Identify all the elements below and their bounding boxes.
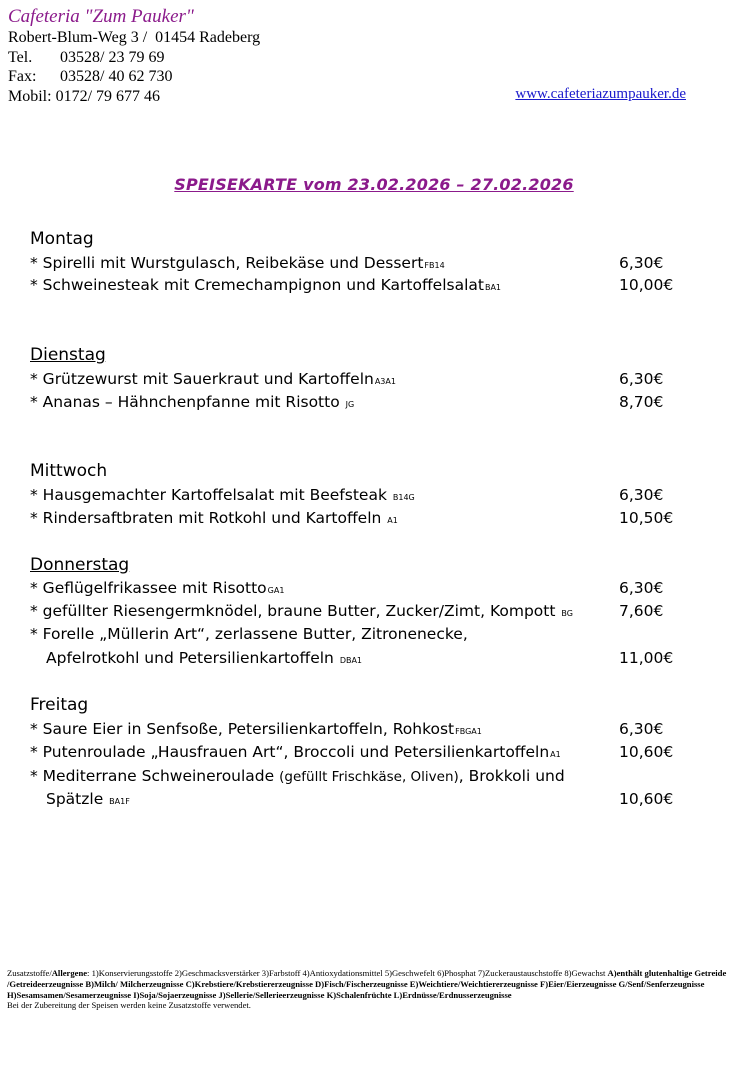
dish-price: 7,60€ xyxy=(619,602,664,620)
dish-text: * Geflügelfrikassee mit Risotto xyxy=(30,579,267,597)
allergen-legend xyxy=(7,968,743,1011)
dish-text: * Saure Eier in Senfsoße, Petersilienkartoffeln, Rohkost xyxy=(30,720,455,738)
dish-text-after: , Brokkoli und xyxy=(458,767,565,785)
allergen-codes: A1 xyxy=(550,750,561,759)
additives-note: Bei der Zubereitung der Speisen werden keine Zusatzstoffe verwendet. xyxy=(7,1000,251,1011)
fax-number: 03528/ 40 62 730 xyxy=(60,68,173,85)
dish-row xyxy=(30,625,468,643)
day-wednesday: Mittwoch xyxy=(30,461,108,481)
day-monday: Montag xyxy=(30,229,94,249)
tel-number: 03528/ 23 79 69 xyxy=(60,48,165,66)
dish-text: * Forelle „Müllerin Art“, zerlassene Butter, Zitronenecke, xyxy=(30,625,468,643)
dish-text: * Mediterrane Schweineroulade xyxy=(30,767,275,785)
mobile-line: Mobil: 0172/ 79 677 46 xyxy=(8,87,161,105)
dish-row xyxy=(30,767,565,785)
dish-price: 6,30€ xyxy=(619,720,664,738)
legend-lead: Zusatzstoffe/ xyxy=(7,968,52,978)
allergen-codes: GA1 xyxy=(267,586,285,595)
dish-text: * Ananas – Hähnchenpfanne mit Risotto xyxy=(30,393,340,411)
dish-row xyxy=(30,720,482,738)
allergen-legend-text xyxy=(7,968,743,1000)
day-friday: Freitag xyxy=(30,695,89,715)
dish-row xyxy=(30,486,415,504)
address: Robert-Blum-Weg 3 / 01454 Radeberg xyxy=(8,29,261,46)
dish-text: * Rindersaftbraten mit Rotkohl und Kartoffeln xyxy=(30,509,382,527)
dish-row-continued xyxy=(46,649,362,667)
dish-text: * gefüllter Riesengermknödel, braune Butter, Zucker/Zimt, Kompott xyxy=(30,602,556,620)
dish-row xyxy=(30,254,445,272)
dish-text: Apfelrotkohl und Petersilienkartoffeln xyxy=(46,649,334,667)
dish-row xyxy=(30,602,573,620)
allergene-label: Allergene xyxy=(51,968,88,978)
fax-label: Fax: xyxy=(8,68,37,85)
dish-price: 10,60€ xyxy=(619,790,674,808)
dish-price: 10,50€ xyxy=(619,509,674,527)
dish-text: Spätzle xyxy=(46,790,104,808)
allergen-codes: B14G xyxy=(392,493,415,502)
phone-line xyxy=(8,48,738,68)
dish-row xyxy=(30,276,501,294)
dish-row xyxy=(30,743,561,761)
allergen-codes: FB14 xyxy=(424,261,445,270)
dish-price: 6,30€ xyxy=(619,254,664,272)
dish-price: 10,60€ xyxy=(619,743,674,761)
dish-row xyxy=(30,509,398,527)
allergens-list: A)enthält glutenhaltige Getreide /Getreideerzeugnisse B)Milch/ Milcherzeugnisse C)Krebstiere/Krebstiererzeugnisse D)Fisch/Fischerzeugnisse E)Weichtiere/Weichtiererzeugnisse F)Eier/Eierzeugnisse G/Senf/Senferzeugnisse H)Sesamsamen/Sesamerzeugnisse I)Soja/Sojaerzeugnisse J)Sellerie/Sellerieerzeugnisse K)Schalenfrüchte L)Erdnüsse/Erdnusserzeugnisse xyxy=(7,968,727,1000)
allergen-codes: A3A1 xyxy=(374,377,396,386)
dish-price: 8,70€ xyxy=(619,393,664,411)
dish-text: * Hausgemachter Kartoffelsalat mit Beefsteak xyxy=(30,486,387,504)
allergen-codes: A1 xyxy=(387,516,398,525)
allergen-codes: BA1 xyxy=(484,283,502,292)
cafe-name: Cafeteria "Zum Pauker" xyxy=(8,6,194,27)
menu-title: SPEISEKARTE vom 23.02.2026 – 27.02.2026 xyxy=(174,175,574,194)
dish-price: 6,30€ xyxy=(619,579,664,597)
allergen-codes: DBA1 xyxy=(339,656,363,665)
allergen-codes: JG xyxy=(345,400,355,409)
dish-row xyxy=(30,370,396,388)
dish-row xyxy=(30,393,354,411)
dish-price: 6,30€ xyxy=(619,486,664,504)
day-tuesday: Dienstag xyxy=(30,345,106,365)
tel-label: Tel. xyxy=(8,48,33,66)
fax-line xyxy=(8,67,738,87)
day-thursday: Donnerstag xyxy=(30,555,130,575)
dish-text: * Putenroulade „Hausfrauen Art“, Broccoli und Petersilienkartoffeln xyxy=(30,743,550,761)
dish-text: * Grützewurst mit Sauerkraut und Kartoffeln xyxy=(30,370,374,388)
dish-text: * Schweinesteak mit Cremechampignon und Kartoffelsalat xyxy=(30,276,484,294)
dish-price: 10,00€ xyxy=(619,276,674,294)
dish-price: 6,30€ xyxy=(619,370,664,388)
dish-row xyxy=(30,579,284,597)
dish-subtext: (gefüllt Frischkäse, Oliven) xyxy=(279,769,459,785)
allergen-codes: BA1F xyxy=(109,797,130,806)
dish-price: 11,00€ xyxy=(619,649,674,667)
allergen-codes: FBGA1 xyxy=(455,727,482,736)
additives-list: : 1)Konservierungsstoffe 2)Geschmacksverstärker 3)Farbstoff 4)Antioxydationsmittel 5)Geschwefelt 6)Phosphat 7)Zuckeraustauschstoffe 8)Gewachst xyxy=(87,968,608,978)
dish-row-continued xyxy=(46,790,130,808)
website-link[interactable]: www.cafeteriazumpauker.de xyxy=(515,86,686,102)
allergen-codes: BG xyxy=(561,609,573,618)
dish-text: * Spirelli mit Wurstgulasch, Reibekäse und Dessert xyxy=(30,254,424,272)
